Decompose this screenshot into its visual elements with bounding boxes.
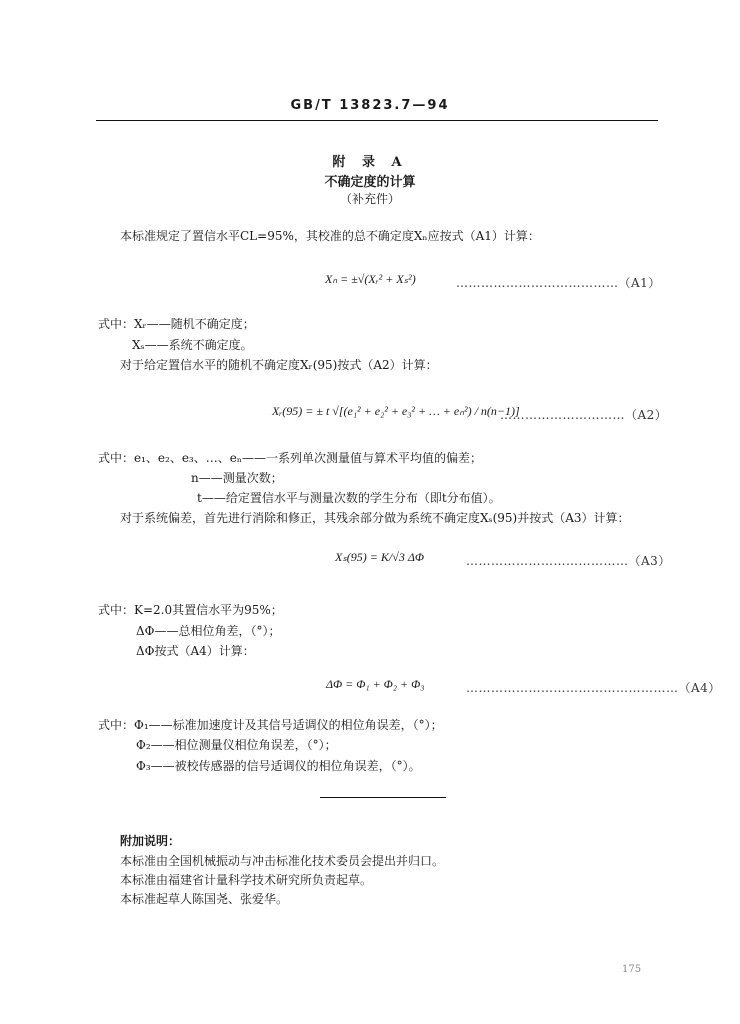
def-phi1: 式中：Φ₁——标准加速度计及其信号适调仪的相位角误差，（°）； [98, 718, 443, 732]
standard-header: GB/T 13823.7—94 [290, 98, 450, 113]
formula-a3: Xₛ(95) = K/√3 ΔΦ [335, 550, 424, 564]
formula-a1: Xₙ = ±√(Xᵣ² + Xₛ²) [325, 272, 416, 286]
def-delta-phi: ΔΦ——总相位角差，（°）； [136, 624, 281, 638]
notes-title: 附加说明： [120, 834, 181, 848]
section-separator [320, 797, 446, 798]
intro-paragraph: 本标准规定了置信水平CL=95%，其校准的总不确定度Xₙ应按式（A1）计算： [120, 229, 540, 243]
appendix-subtitle: （补充件） [339, 192, 400, 206]
formula-a1-tag: …………………………………（A1） [456, 276, 661, 290]
text-a2-intro: 对于给定置信水平的随机不确定度Xᵣ(95)按式（A2）计算： [120, 358, 438, 372]
text-a4-intro: ΔΦ按式（A4）计算： [136, 644, 255, 658]
def-t: t——给定置信水平与测量次数的学生分布（即t分布值）。 [197, 491, 501, 505]
formula-a3-tag: …………………………………（A3） [466, 554, 671, 568]
def-deviations: 式中：e₁、e₂、e₃、…、eₙ——一系列单次测量值与算术平均值的偏差； [98, 451, 483, 465]
appendix-title: 不确定度的计算 [324, 175, 416, 190]
note-line: 本标准由福建省计量科学技术研究所负责起草。 [120, 873, 373, 887]
def-phi2: Φ₂——相位测量仪相位角误差，（°）； [136, 738, 337, 752]
note-line: 本标准由全国机械振动与冲击标准化技术委员会提出并归口。 [120, 854, 445, 868]
formula-a2: Xᵣ(95) = ± t √[(e₁² + e₂² + e₃² + … + eₙ²) / n(n−1)] [272, 404, 520, 418]
formula-a2-tag: …………………………（A2） [500, 408, 668, 422]
formula-a4-tag: ……………………………………………（A4） [466, 681, 721, 695]
header-rule [96, 120, 658, 121]
def-phi3: Φ₃——被校传感器的信号适调仪的相位角误差，（°）。 [136, 759, 421, 773]
def-random-uncertainty: 式中：Xᵣ——随机不确定度； [98, 317, 255, 331]
formula-a4: ΔΦ = Φ₁ + Φ₂ + Φ₃ [326, 677, 425, 691]
def-n: n——测量次数； [191, 471, 283, 485]
def-k: 式中：K=2.0其置信水平为95%； [98, 603, 283, 617]
page-number: 175 [622, 964, 642, 975]
text-a3-intro: 对于系统偏差，首先进行消除和修正，其残余部分做为系统不确定度Xₛ(95)并按式（A3）计算： [120, 511, 630, 525]
appendix-label: 附 录 A [332, 155, 408, 170]
note-line: 本标准起草人陈国尧、张爱华。 [120, 892, 289, 906]
def-system-uncertainty: Xₛ——系统不确定度。 [132, 338, 253, 352]
